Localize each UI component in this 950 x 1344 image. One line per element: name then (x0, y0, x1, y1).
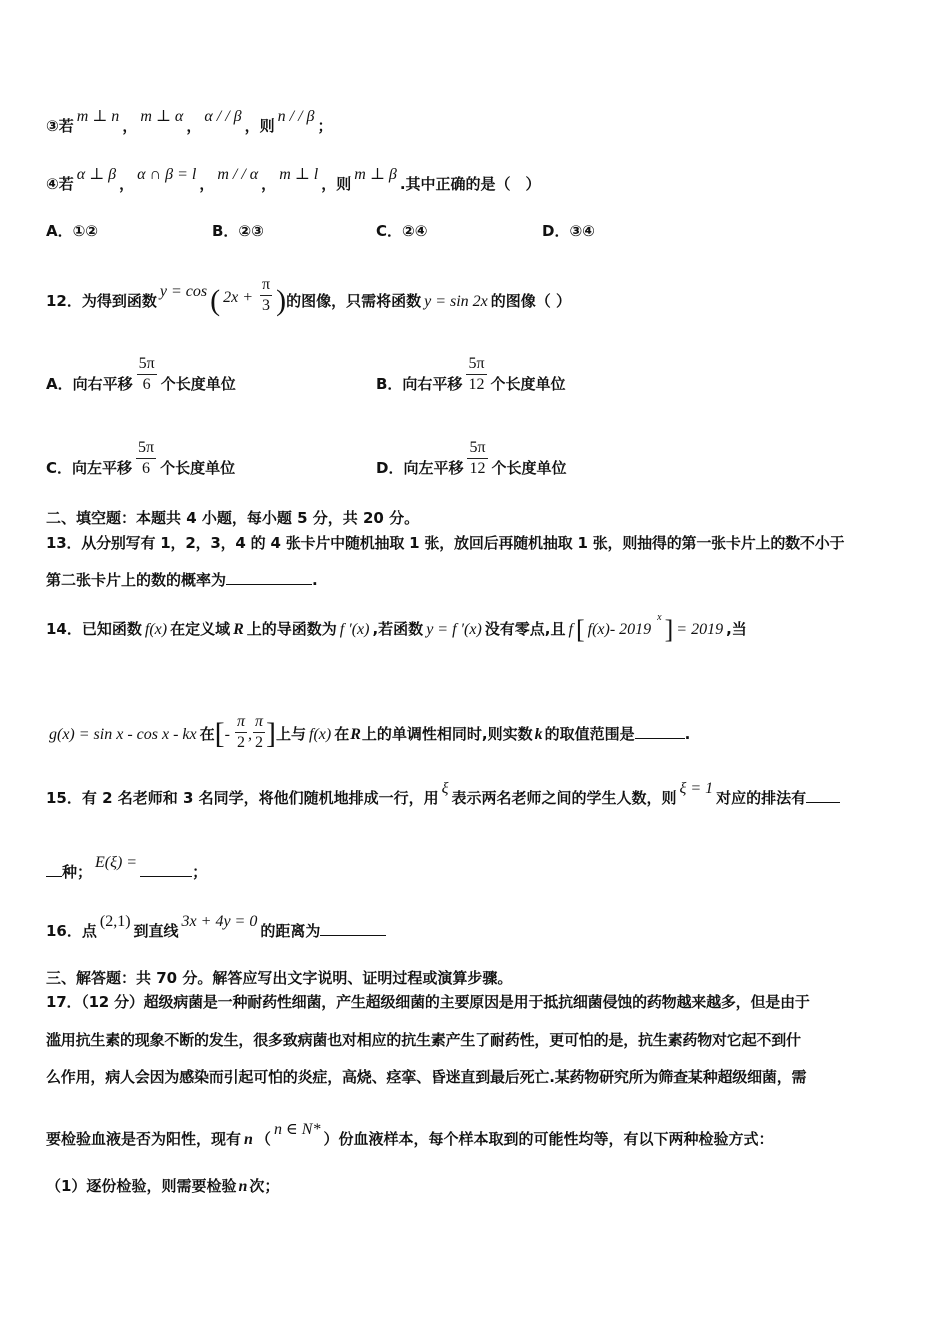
math-comma: , (247, 726, 252, 743)
q13-line2 (46, 570, 318, 590)
math-g-x: g(x) = sin x - cos x - kx (49, 726, 197, 743)
q15-t3: 对应的排法有 (716, 789, 807, 807)
answer-blank[interactable] (635, 724, 685, 739)
math-n: n (238, 1178, 248, 1195)
option-suffix: 个长度单位 (160, 375, 236, 393)
q14-t11: 的取值范围是 (544, 725, 635, 743)
q15-t1: 15．有 2 名老师和 3 名同学，将他们随机地排成一行，用 (46, 789, 439, 807)
option-prefix: A．向右平移 (46, 375, 133, 393)
fraction-denominator: 12 (469, 460, 486, 477)
option-prefix: B．向右平移 (376, 375, 463, 393)
fraction-numerator: π (253, 712, 265, 733)
q12-stem-a: 12．为得到函数 (46, 292, 157, 310)
answer-blank[interactable] (320, 921, 386, 936)
math-f-x-minus-2019: f(x)- 2019 (587, 621, 652, 638)
math-f-outer: f (568, 621, 573, 638)
math-m-perp-alpha: m ⊥ α (140, 108, 184, 125)
q17-line5b: 次； (249, 1177, 280, 1195)
math-minus: - (224, 726, 234, 743)
q14-line1 (46, 612, 747, 644)
q14-t12: . (684, 725, 691, 743)
option-suffix: 个长度单位 (490, 375, 566, 393)
q14-t2: 在定义域 (170, 620, 231, 638)
fraction-denominator: 6 (142, 460, 151, 477)
q14-t7: 在 (199, 725, 215, 743)
q16-t2: 到直线 (133, 922, 179, 940)
math-y-sin2x: y = sin 2x (424, 293, 488, 310)
math-eq-2019: = 2019 (676, 621, 724, 638)
answer-blank[interactable] (140, 862, 192, 877)
option-suffix: 个长度单位 (491, 459, 567, 477)
q17-line4a: 要检验血液是否为阳性，现有 (46, 1130, 242, 1148)
q16-t3: 的距离为 (260, 922, 321, 940)
q17-line3: 么作用，病人会因为感染而引起可怕的炎症，高烧、痉挛、昏迷直到最后死亡.某药物研究所为筛查某种超级细菌，需 (46, 1068, 807, 1086)
q11-option-c (376, 221, 427, 241)
option-label: A．①② (46, 222, 99, 240)
math-m-perp-l: m ⊥ l (279, 166, 319, 183)
fraction-denominator: 3 (262, 297, 271, 314)
q14-t8: 上与 (276, 725, 307, 743)
q15-line2 (46, 854, 208, 883)
math-m-perp-n: m ⊥ n (76, 108, 120, 125)
fraction-pi-over-3 (260, 275, 272, 316)
q13-line2-end: . (312, 571, 318, 589)
paren-right: ) (276, 284, 287, 317)
bracket-left: [ (214, 717, 225, 750)
q14-t6: ,当 (726, 620, 747, 638)
math-alpha-cap-beta: α ∩ β = l (137, 166, 197, 183)
option-suffix: 个长度单位 (160, 459, 236, 477)
math-R: R (233, 621, 244, 638)
q17-line4b: （ (255, 1130, 271, 1148)
q14-t10: 上的单调性相同时,则实数 (361, 725, 533, 743)
q11-item4-label: ④若 (46, 175, 74, 193)
fraction-5pi-12 (467, 438, 487, 479)
q15-t2: 表示两名老师之间的学生人数，则 (451, 789, 677, 807)
math-k: k (534, 726, 543, 743)
q11-item3: ③若m ⊥ n，m ⊥ α，α / / β，则n / / β； (46, 108, 333, 135)
math-y-eq-f-prime: y = f ′(x) (426, 621, 482, 638)
fraction-numerator: π (260, 275, 272, 296)
math-y-cos: y = cos (159, 283, 208, 300)
q13-line1: 13．从分别写有 1，2，3，4 的 4 张卡片中随机抽取 1 张，放回后再随机抽取 1 张，则抽得的第一张卡片上的数不小于 (46, 534, 845, 552)
q17-line2: 滥用抗生素的现象不断的发生，很多致病菌也对相应的抗生素产生了耐药性，更可怕的是，抗生素药物对它起不到什 (46, 1031, 801, 1049)
fraction-denominator: 6 (142, 376, 151, 393)
bracket-right: ] (664, 615, 674, 644)
q11-option-a (46, 221, 98, 241)
fraction-denominator: 2 (254, 734, 263, 751)
q14-line2 (46, 714, 690, 755)
math-f-x: f(x) (309, 726, 332, 743)
math-exponent-x: x (657, 612, 662, 623)
math-R: R (350, 726, 361, 743)
bracket-right: ] (266, 717, 276, 750)
fraction-pi-over-2 (235, 712, 247, 753)
section2-heading: 二、填空题：本题共 4 小题，每小题 5 分，共 20 分。 (46, 509, 420, 527)
fraction-5pi-12 (466, 354, 486, 395)
fraction-5pi-6 (136, 438, 156, 479)
q11-item4-then: 则 (336, 175, 352, 193)
fraction-denominator: 2 (236, 734, 245, 751)
q15-t4: 种； (62, 863, 93, 881)
q11-option-d (542, 221, 595, 241)
math-xi: ξ (441, 780, 449, 797)
q14-t9: 在 (334, 725, 350, 743)
fraction-5pi-6 (137, 354, 157, 395)
math-line-eq: 3x + 4y = 0 (181, 913, 258, 930)
fraction-numerator: 5π (136, 438, 156, 459)
q16-line (46, 913, 386, 942)
q14-t1: 14．已知函数 (46, 620, 142, 638)
option-label: D．③④ (542, 222, 595, 240)
fraction-pi-over-2 (253, 712, 265, 753)
fraction-numerator: π (235, 712, 247, 733)
q17-line4c: ）份血液样本，每个样本取到的可能性均等，有以下两种检验方式： (323, 1130, 774, 1148)
q16-t1: 16．点 (46, 922, 97, 940)
section3-heading: 三、解答题：共 70 分。解答应写出文字说明、证明过程或演算步骤。 (46, 969, 513, 987)
q11-item3-label: ③若 (46, 117, 74, 135)
answer-blank[interactable] (46, 862, 62, 877)
q17-line5 (46, 1176, 279, 1197)
math-xi-eq-1: ξ = 1 (679, 780, 714, 797)
q12-stem-c: 的图像（ ） (490, 292, 572, 310)
q17-line4 (46, 1121, 774, 1150)
fraction-denominator: 12 (468, 376, 485, 393)
math-2x-plus: 2x + (223, 289, 254, 306)
math-f-prime-x: f ′(x) (339, 621, 370, 638)
q12-stem (46, 276, 572, 322)
q11-item4-tail: .其中正确的是（ ） (399, 175, 541, 193)
fraction-numerator: 5π (137, 354, 157, 375)
q15-t5: ； (192, 863, 208, 881)
option-prefix: C．向左平移 (46, 459, 133, 477)
math-alpha-perp-beta: α ⊥ β (76, 166, 117, 183)
answer-blank[interactable] (226, 570, 312, 585)
q14-t4: ,若函数 (372, 620, 424, 638)
q14-t5: 没有零点,且 (484, 620, 566, 638)
paren-left: ( (210, 284, 221, 317)
answer-blank[interactable] (806, 788, 840, 803)
fraction-numerator: 5π (466, 354, 486, 375)
option-label: B．②③ (212, 222, 264, 240)
option-label: C．②④ (376, 222, 428, 240)
math-expectation: E(ξ) = (95, 854, 138, 871)
q17-line1: 17．（12 分）超级病菌是一种耐药性细菌，产生超级细菌的主要原因是用于抵抗细菌侵蚀的药物越来越多，但是由于 (46, 993, 810, 1011)
q11-option-b (212, 221, 264, 241)
math-n-parallel-beta: n / / β (277, 108, 315, 125)
math-alpha-parallel-beta: α / / β (204, 108, 242, 125)
q13-line2-text: 第二张卡片上的数的概率为 (46, 571, 227, 589)
math-m-perp-beta: m ⊥ β (354, 166, 397, 183)
q14-t3: 上的导函数为 (246, 620, 337, 638)
math-m-parallel-alpha: m / / α (217, 166, 259, 183)
q15-line1 (46, 780, 840, 809)
q12-stem-b: 的图像，只需将函数 (286, 292, 422, 310)
math-point: (2,1) (99, 913, 131, 930)
bracket-left: [ (575, 615, 585, 644)
math-f-x: f(x) (144, 621, 168, 638)
q11-item4: ④若α ⊥ β，α ∩ β = l，m / / α，m ⊥ l，则m ⊥ β.其中正确的是（ ） (46, 166, 541, 193)
fraction-numerator: 5π (467, 438, 487, 459)
option-prefix: D．向左平移 (376, 459, 464, 477)
q17-line5a: （1）逐份检验，则需要检验 (46, 1177, 237, 1195)
q11-item3-then: 则 (259, 117, 275, 135)
math-n: n (244, 1131, 253, 1148)
math-n-in-N-star: n ∈ N* (273, 1121, 321, 1138)
